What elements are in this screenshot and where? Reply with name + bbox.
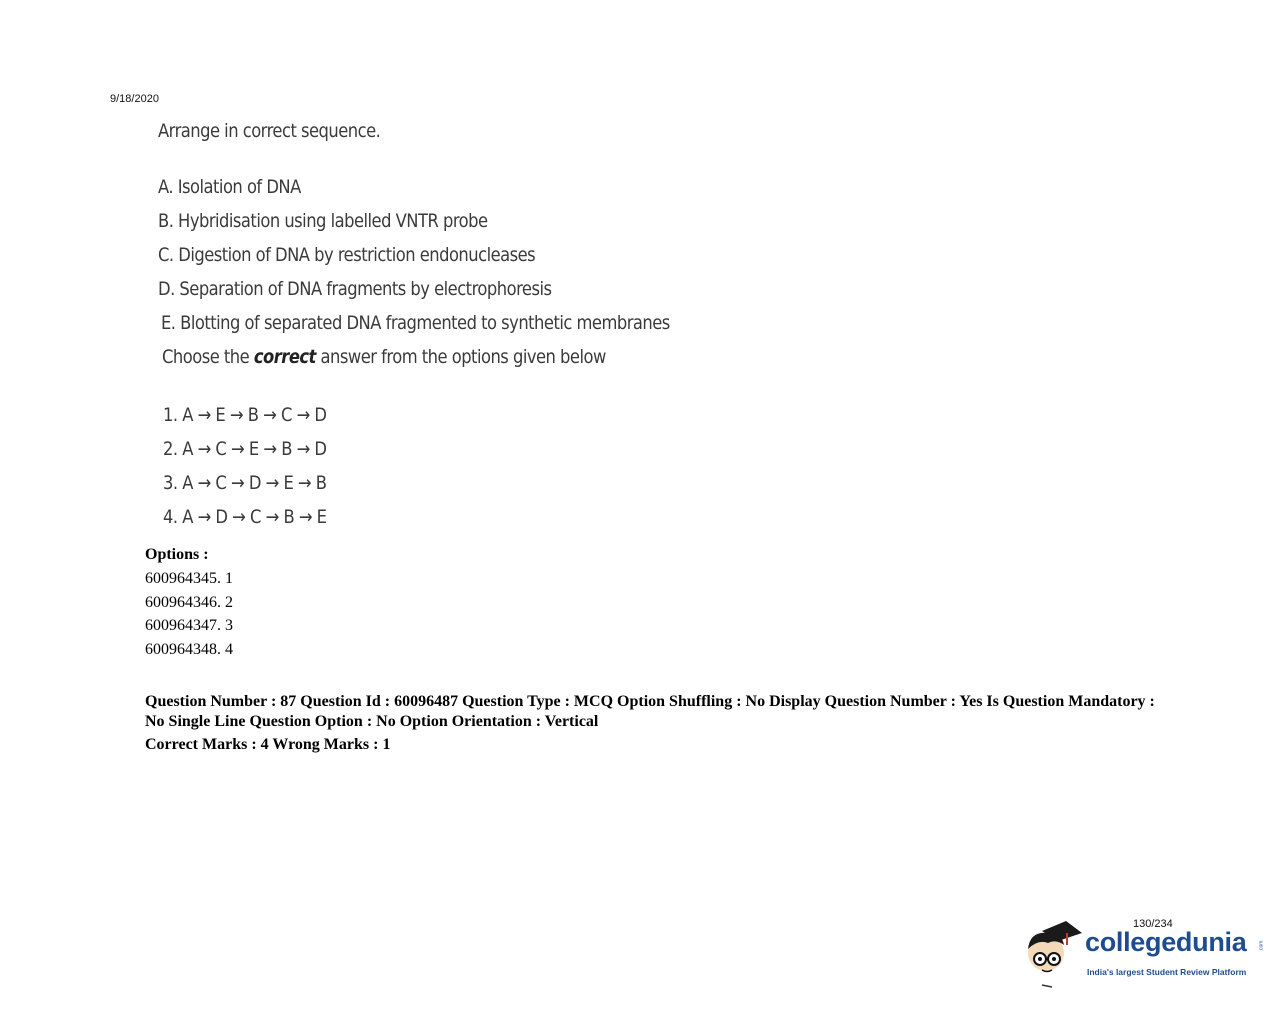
- answer-choice: 4. A → D → C → B → E: [163, 506, 327, 528]
- page-number: 130/234: [1133, 918, 1173, 930]
- collegedunia-logo: [1022, 915, 1265, 990]
- options-heading: Options :: [145, 546, 209, 563]
- sequence-item: A. Isolation of DNA: [158, 176, 301, 198]
- sequence-item: E. Blotting of separated DNA fragmented to synthetic membranes: [161, 312, 670, 334]
- answer-choice: 3. A → C → D → E → B: [163, 472, 327, 494]
- mascot-icon: [1022, 915, 1084, 990]
- option-id: 600964347. 3: [145, 617, 233, 635]
- option-id: 600964345. 1: [145, 569, 233, 587]
- answer-choice: 1. A → E → B → C → D: [163, 404, 327, 426]
- marks-info: Correct Marks : 4 Wrong Marks : 1: [145, 736, 391, 753]
- option-id: 600964346. 2: [145, 593, 233, 611]
- option-id: 600964348. 4: [145, 641, 233, 659]
- sequence-item: C. Digestion of DNA by restriction endonucleases: [158, 244, 536, 266]
- logo-tagline: India's largest Student Review Platform: [1087, 967, 1247, 977]
- print-date: 9/18/2020: [110, 93, 159, 105]
- logo-domain-suffix: .com: [1258, 940, 1265, 952]
- sequence-item: D. Separation of DNA fragments by electrophoresis: [158, 278, 552, 300]
- answer-choice: 2. A → C → E → B → D: [163, 438, 327, 460]
- sequence-item: B. Hybridisation using labelled VNTR probe: [158, 210, 488, 232]
- choose-instruction: Choose the correct answer from the options given below: [162, 346, 606, 368]
- question-metadata: Question Number : 87 Question Id : 60096487 Question Type : MCQ Option Shuffling : No Display Question Number : Yes Is Question Mandatory : No Single Line Question Option : No Option Orientation : Vertical: [145, 693, 1155, 730]
- logo-wordmark: collegedunia: [1085, 927, 1247, 957]
- options-block: [145, 543, 233, 662]
- question-intro: Arrange in correct sequence.: [158, 120, 381, 142]
